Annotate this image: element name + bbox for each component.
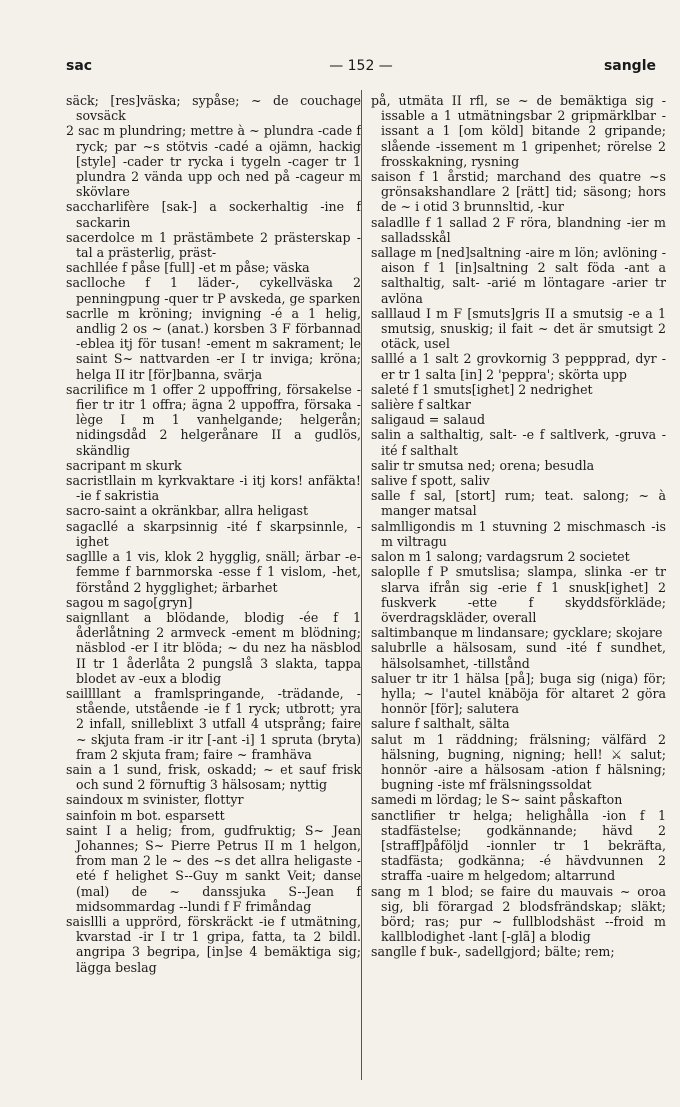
dictionary-entry: salure f salthalt, sälta bbox=[371, 716, 510, 732]
dictionary-entry: samedi m lördag; le S~ saint påskafton bbox=[371, 792, 623, 808]
dictionary-entry: saladlle f 1 sallad 2 F röra, blandning -ier m salladsskål bbox=[371, 214, 666, 245]
dictionary-entry: sallage m [ned]saltning -aire m lön; avlöning -aison f 1 [in]saltning 2 salt föda -ant a salthaltig, salt- -arié m löntagare -arier tr avlöna bbox=[371, 245, 666, 306]
left-column bbox=[66, 93, 361, 975]
dictionary-entry: salllaud I m F [smuts]gris II a smutsig -e a 1 smutsig, snuskig; il fait ~ det är smutsigt 2 otäck, usel bbox=[371, 305, 666, 352]
dictionary-entry: saltimbanque m lindansare; gycklare; skojare bbox=[371, 625, 663, 641]
dictionary-entry: sain a 1 sund, frisk, oskadd; ~ et sauf frisk och sund 2 förnuftig 3 hälsosam; nyttig bbox=[66, 761, 361, 793]
dictionary-entry: salin a salthaltig, salt- -e f saltlverk, -gruva -ité f salthalt bbox=[371, 427, 666, 458]
dictionary-entry: salon m 1 salong; vardagsrum 2 societet bbox=[371, 549, 630, 565]
dictionary-entry: salle f sal, [stort] rum; teat. salong; ~ à manger matsal bbox=[371, 488, 666, 519]
dictionary-entry: saint I a helig; from, gudfruktig; S~ Jean Johannes; S~ Pierre Petrus II m 1 helgon, from man 2 le ~ des ~s det allra heligaste -eté f helighet S--Guy m sankt Veit; danse (mal) de ~ danssjuka S--Jean f midsommardag --lundi f F frimåndag bbox=[66, 822, 361, 914]
dictionary-entry: saison f 1 årstid; marchand des quatre ~s grönsakshandlare 2 [rätt] tid; säsong; hors de ~ i otid 3 brunnsltid, -kur bbox=[371, 169, 666, 215]
dictionary-entry: sachllée f påse [full] -et m påse; väska bbox=[66, 260, 310, 276]
page-number: — 152 — bbox=[329, 58, 393, 74]
dictionary-entry: saclloche f 1 läder-, cykellväska 2 penningpung -quer tr P avskeda, ge sparken bbox=[66, 275, 361, 306]
dictionary-entry: sacro-saint a okränkbar, allra heligast bbox=[66, 503, 309, 519]
dictionary-entry: sacrlle m kröning; invigning -é a 1 helig, andlig 2 os ~ (anat.) korsben 3 F förbannad -eblea itj för tusan! -ement m sakrament; le saint S~ nattvarden -er I tr inviga; kröna; helga II itr [för]banna, svärja bbox=[66, 305, 361, 382]
dictionary-entry: sang m 1 blod; se faire du mauvais ~ oroa sig, bli förargad 2 blodsfrändskap; släkt; börd; ras; pur ~ fullblodshäst --froid m kallblodighet -lant [-glã] a blodig bbox=[371, 883, 666, 945]
page-header bbox=[66, 58, 656, 80]
dictionary-entry: saindoux m svinister, flottyr bbox=[66, 792, 244, 808]
dictionary-entry: salir tr smutsa ned; orena; besudla bbox=[371, 457, 595, 473]
right-guide-word: sangle bbox=[603, 58, 656, 74]
dictionary-entry: salive f spott, saliv bbox=[371, 473, 490, 489]
dictionary-entry: sagllle a 1 vis, klok 2 hygglig, snäll; ärbar -e-femme f barnmorska -esse f 1 vislom, -het, förstånd 2 hygglighet; ärbarhet bbox=[66, 549, 361, 595]
dictionary-entry: saccharlifère [sak-] a sockerhaltig -ine f sackarin bbox=[66, 199, 361, 230]
dictionary-entry: sacerdolce m 1 prästämbete 2 prästerskap -tal a prästerlig, präst- bbox=[66, 229, 361, 261]
dictionary-entry: saisllli a upprörd, förskräckt -ie f utmätning, kvarstad -ir I tr 1 gripa, fatta, ta 2 bildl. angripa 3 begripa, [in]se 4 bemäktiga sig; lägga beslag bbox=[66, 913, 361, 975]
dictionary-entry: saleté f 1 smuts[ighet] 2 nedrighet bbox=[371, 381, 593, 397]
dictionary-entry: 2 sac m plundring; mettre à ~ plundra -cade f ryck; par ~s stötvis -cadé a ojämn, hackig [style] -cader tr rycka i tygeln -cager tr 1 plundra 2 vända upp och ned på -cageur m skövlare bbox=[66, 123, 361, 200]
dictionary-entry: salubrlle a hälsosam, sund -ité f sundhet, hälsolsamhet, -tillstånd bbox=[371, 640, 666, 671]
dictionary-entry: sacripant m skurk bbox=[66, 457, 182, 473]
dictionary-entry: sagacllé a skarpsinnig -ité f skarpsinnle, -ighet bbox=[66, 518, 361, 549]
dictionary-entry: säck; [res]väska; sypåse; ~ de couchage sovsäck bbox=[66, 93, 361, 124]
dictionary-entry: salmlligondis m 1 stuvning 2 mischmasch -is m viltragu bbox=[371, 518, 666, 549]
dictionary-entry: salut m 1 räddning; frälsning; välfärd 2 hälsning, bugning, nigning; hell! ⚔ salut; honnör -aire a hälsosam -ation f hälsning; bugning -iste mf frälsningssoldat bbox=[371, 731, 666, 793]
dictionary-entry: saillllant a framlspringande, -trädande, -stående, utstående -ie f 1 ryck; utbrott; yra 2 infall, snilleblixt 3 utfall 4 utsprång; faire ~ skjuta fram -ir itr [-ant -i] 1 spruta (bryta) fram 2 skjuta fram; faire ~ framhäva bbox=[66, 685, 361, 762]
dictionary-entry: sagou m sago[gryn] bbox=[66, 594, 193, 610]
dictionary-entry: sanglle f buk-, sadellgjord; bälte; rem; bbox=[371, 944, 615, 960]
dictionary-entry: saluer tr itr 1 hälsa [på]; buga sig (niga) för; hylla; ~ l'autel knäböja för altaret 2 göra honnör [för]; salutera bbox=[371, 670, 666, 717]
left-guide-word: sac bbox=[66, 58, 93, 74]
dictionary-entry: sacrilifice m 1 offer 2 uppoffring, försakelse -fier tr itr 1 offra; ägna 2 uppoffra, försaka -lège I m 1 vanhelgande; helgerån; nidingsdåd 2 helgerånare II a gudlös, skändlig bbox=[66, 381, 361, 458]
dictionary-entry: på, utmäta II rfl, se ~ de bemäktiga sig -issable a 1 utmätningsbar 2 gripmärklbar -issant a 1 [om köld] bitande 2 gripande; slående -issement m 1 gripenhet; rörelse 2 frosskakning, rysning bbox=[371, 93, 666, 169]
dictionary-entry: sacristllain m kyrkvaktare -i itj kors! anfäkta! -ie f sakristia bbox=[66, 473, 361, 504]
dictionary-entry: saloplle f P smutslisa; slampa, slinka -er tr slarva ifrån sig -erie f 1 snusk[ighet] 2 fuskverk -ette f skyddsförkläde; överdragskläder, overall bbox=[371, 564, 666, 625]
column-divider bbox=[361, 90, 362, 1080]
dictionary-entry: salllé a 1 salt 2 grovkornig 3 peppprad, dyr -er tr 1 salta [in] 2 'peppra'; skörta upp bbox=[371, 351, 666, 382]
dictionary-entry: saligaud = salaud bbox=[371, 412, 486, 428]
dictionary-entry: saignllant a blödande, blodig -ée f 1 åderlåtning 2 armveck -ement m blödning; näsblod -er I itr blöda; ~ du nez ha näsblod II tr 1 åderlåta 2 pungslå 3 slakta, tappa blodet av -eux a blodig bbox=[66, 609, 361, 686]
dictionary-entry: sanctlifier tr helga; helighålla -ion f 1 stadfästelse; godkännande; hävd 2 [straff]påföljd -ionnler tr 1 bekräfta, stadfästa; godkänna; -é hävdvunnen 2 straffa -uaire m helgedom; altarrund bbox=[371, 807, 666, 884]
right-column bbox=[371, 93, 666, 960]
dictionary-entry: sainfoin m bot. esparsett bbox=[66, 807, 225, 823]
dictionary-entry: salière f saltkar bbox=[371, 397, 471, 413]
